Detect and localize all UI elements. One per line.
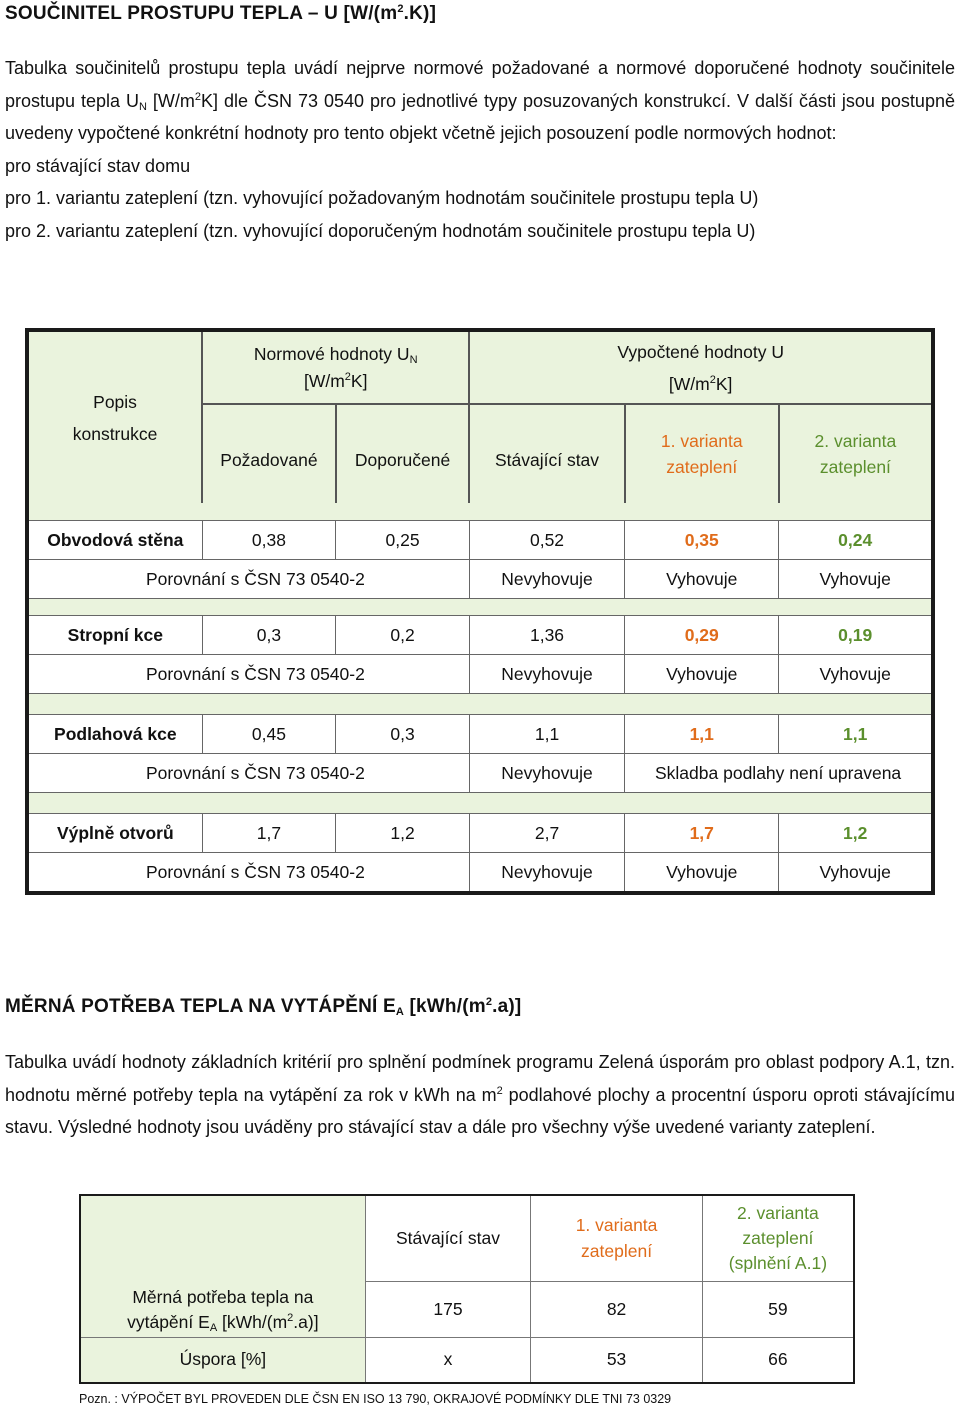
- value-stavajici: 1,36: [469, 616, 624, 655]
- row-name: Výplně otvorů: [27, 814, 202, 853]
- value-stavajici: 1,1: [469, 715, 624, 754]
- row-name: Podlahová kce: [27, 715, 202, 754]
- value-doporucene: 0,2: [336, 616, 470, 655]
- value-varianta-2: 59: [702, 1281, 854, 1337]
- value-varianta-2: 66: [702, 1337, 854, 1383]
- value-varianta-2: 1,2: [779, 814, 933, 853]
- row-gap: [27, 793, 933, 814]
- value-varianta-1: 0,35: [625, 521, 779, 560]
- header-varianta-2: 2. varianta zateplení: [779, 404, 933, 503]
- row-name: Obvodová stěna: [27, 521, 202, 560]
- header-pozadovane: Požadované: [202, 404, 336, 503]
- value-varianta-2: 0,24: [779, 521, 933, 560]
- value-varianta-1: 53: [531, 1337, 703, 1383]
- header-varianta-1: 1. varianta zateplení: [625, 404, 779, 503]
- value-pozadovane: 0,3: [202, 616, 336, 655]
- table-row-obvodova-stena: [27, 521, 933, 560]
- table-row-stropni-kce: [27, 616, 933, 655]
- header-stavajici-stav: Stávající stav: [469, 404, 624, 503]
- value-varianta-1: 1,7: [625, 814, 779, 853]
- comparison-varianta-2: Vyhovuje: [779, 655, 933, 694]
- comparison-varianta-1: Vyhovuje: [625, 655, 779, 694]
- intro-text: Tabulka součinitelů prostupu tepla uvádí nejprve normové požadované a normové doporučené hodnoty součinitele prostupu tepla $U_N$ $[W/m^2K]$ dle ČSN 73 0540 pro jednotlivé typy posuzovaných konstrukcí. V další části jsou postupně uvedeny vypočtené konkrétní hodnoty pro tento objekt včetně jejich posouzení podle normových hodnot:: [5, 58, 955, 143]
- comparison-varianta-2: Vyhovuje: [779, 560, 933, 599]
- comparison-stavajici: Nevyhovuje: [469, 754, 624, 793]
- comparison-varianta-2: Vyhovuje: [779, 853, 933, 894]
- comparison-varianta-1: Vyhovuje: [625, 560, 779, 599]
- line-variant-2: pro 2. variantu zateplení (tzn. vyhovující doporučeným hodnotám součinitele prostupu tepla U): [5, 220, 756, 241]
- table-row-comparison: [27, 754, 933, 793]
- comparison-label: Porovnání s ČSN 73 0540-2: [27, 560, 469, 599]
- value-varianta-1: 82: [531, 1281, 703, 1337]
- comparison-stavajici: Nevyhovuje: [469, 655, 624, 694]
- row-gap: [27, 503, 933, 521]
- table-row-comparison: [27, 655, 933, 694]
- value-pozadovane: 0,38: [202, 521, 336, 560]
- comparison-varianta-1: Vyhovuje: [625, 853, 779, 894]
- line-variant-1: pro 1. variantu zateplení (tzn. vyhovující požadovaným hodnotám součinitele prostupu tepla U): [5, 188, 759, 208]
- value-doporucene: 0,3: [336, 715, 470, 754]
- section-heading-heat-demand: MĚRNÁ POTŘEBA TEPLA NA VYTÁPĚNÍ $E_A$ $[kWh/(m^2.a)]$: [5, 996, 522, 1018]
- comparison-merged: Skladba podlahy není upravena: [625, 754, 933, 793]
- value-stavajici: 175: [365, 1281, 531, 1337]
- heat-demand-table: [79, 1194, 855, 1384]
- value-varianta-2: 0,19: [779, 616, 933, 655]
- value-doporucene: 0,25: [336, 521, 470, 560]
- table-row-comparison: [27, 560, 933, 599]
- value-stavajici: 0,52: [469, 521, 624, 560]
- row-label-uspora: Úspora [%]: [80, 1337, 365, 1383]
- header-popis-konstrukce: Popis konstrukce: [27, 330, 202, 503]
- value-doporucene: 1,2: [336, 814, 470, 853]
- u-value-table: [25, 328, 935, 895]
- value-pozadovane: 0,45: [202, 715, 336, 754]
- line-current-state: pro stávající stav domu: [5, 155, 191, 176]
- table-row-vyplne-otvoru: [27, 814, 933, 853]
- blank-header-cell: [80, 1195, 365, 1281]
- value-stavajici: x: [365, 1337, 531, 1383]
- comparison-label: Porovnání s ČSN 73 0540-2: [27, 754, 469, 793]
- comparison-stavajici: Nevyhovuje: [469, 853, 624, 894]
- table-row-comparison: [27, 853, 933, 894]
- header-varianta-1: 1. varianta zateplení: [531, 1195, 703, 1281]
- header-doporucene: Doporučené: [336, 404, 470, 503]
- value-varianta-2: 1,1: [779, 715, 933, 754]
- intro-paragraph: [5, 52, 955, 247]
- value-varianta-1: 1,1: [625, 715, 779, 754]
- heat-demand-paragraph: [5, 1046, 955, 1144]
- comparison-label: Porovnání s ČSN 73 0540-2: [27, 655, 469, 694]
- row-label-heat-demand: Měrná potřeba tepla na vytápění $E_A$ $[kWh/(m^2.a)]$: [80, 1281, 365, 1337]
- section-heading-u-value: SOUČINITEL PROSTUPU TEPLA – U $[W/(m^2.K)]$: [5, 3, 437, 24]
- row-gap: [27, 599, 933, 616]
- comparison-stavajici: Nevyhovuje: [469, 560, 624, 599]
- value-varianta-1: 0,29: [625, 616, 779, 655]
- value-stavajici: 2,7: [469, 814, 624, 853]
- header-vypoctene-hodnoty: Vypočtené hodnoty U $[W/m^2K]$: [469, 330, 933, 404]
- row-gap: [27, 694, 933, 715]
- header-normove-hodnoty: Normové hodnoty $U_N$ $[W/m^2K]$: [202, 330, 469, 404]
- header-stavajici-stav: Stávající stav: [365, 1195, 531, 1281]
- table-row-podlahova-kce: [27, 715, 933, 754]
- footnote: Pozn. : VÝPOČET BYL PROVEDEN DLE ČSN EN ISO 13 790, OKRAJOVÉ PODMÍNKY DLE TNI 73 0329: [79, 1392, 672, 1406]
- value-pozadovane: 1,7: [202, 814, 336, 853]
- heat-demand-text: Tabulka uvádí hodnoty základních kritérií pro splnění podmínek programu Zelená úsporám pro oblast podpory A.1, tzn. hodnotu měrné potřeby tepla na vytápění za rok v kWh na $m^2$ podlahové plochy a procentní úsporu oproti stávajícímu stavu. Výsledné hodnoty jsou uváděny pro stávající stav a dále pro všechny výše uvedené varianty zateplení.: [5, 1052, 956, 1137]
- row-name: Stropní kce: [27, 616, 202, 655]
- comparison-label: Porovnání s ČSN 73 0540-2: [27, 853, 469, 894]
- header-varianta-2: 2. varianta zateplení (splnění A.1): [702, 1195, 854, 1281]
